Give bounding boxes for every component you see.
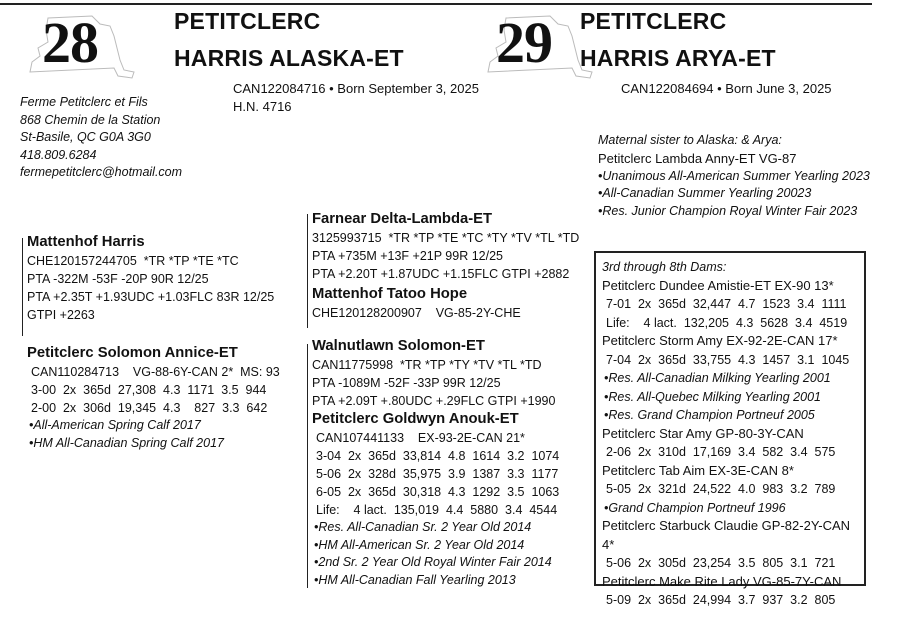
lot29-name-line1: PETITCLERC <box>580 8 727 34</box>
lot28-name-line2: HARRIS ALASKA-ET <box>174 45 404 71</box>
sire-sire-name: Farnear Delta-Lambda-ET <box>312 211 493 227</box>
sire-line: GTPI +2263 <box>27 308 95 322</box>
sire-name: Mattenhof Harris <box>27 234 145 250</box>
consignor-address: 868 Chemin de la Station <box>20 112 161 127</box>
dam-dam-line: 5-06 2x 328d 35,975 3.9 1387 3.3 1177 <box>316 467 559 481</box>
dam-entry-award: •Res. Grand Champion Portneuf 2005 <box>604 408 815 422</box>
lot28-herd-number: H.N. 4716 <box>233 99 292 114</box>
dam-dam-block <box>312 410 559 589</box>
dam-dam-line: 6-05 2x 365d 30,318 4.3 1292 3.5 1063 <box>316 485 560 499</box>
dam-entry-award: •Res. All-Canadian Milking Yearling 2001 <box>604 371 831 385</box>
sire-dam-name: Petitclerc Solomon Annice-ET <box>27 345 238 361</box>
consignor-phone: 418.809.6284 <box>20 147 97 162</box>
sire-line: PTA +2.35T +1.93UDC +1.03FLC 83R 12/25 <box>27 290 275 304</box>
dam-sire-line: PTA +2.09T +.80UDC +.29FLC GTPI +1990 <box>312 394 556 408</box>
consignor-block <box>20 94 182 182</box>
dams-content <box>602 258 864 610</box>
sire-dam-line: 2-00 2x 306d 19,345 4.3 827 3.3 642 <box>31 401 268 415</box>
dam-entry-name: Petitclerc Tab Aim EX-3E-CAN 8* <box>602 462 794 478</box>
sire-sire-line: PTA +2.20T +1.87UDC +1.15FLC GTPI +2882 <box>312 267 570 281</box>
sire-dam-award: •HM All-Canadian Spring Calf 2017 <box>29 435 224 450</box>
dam-entry-line: 5-09 2x 365d 24,994 3.7 937 3.2 805 <box>606 593 836 607</box>
consignor-email: fermepetitclerc@hotmail.com <box>20 165 183 179</box>
dam-sire-line: CAN11775998 *TR *TP *TY *TV *TL *TD <box>312 358 542 372</box>
sire-dam-award: •All-American Spring Calf 2017 <box>29 418 201 432</box>
consignor-farm: Ferme Petitclerc et Fils <box>20 95 148 109</box>
sire-side-bracket <box>307 214 308 328</box>
sire-sire-line: PTA +735M +13F +21P 99R 12/25 <box>312 249 503 263</box>
lot28-name-line1: PETITCLERC <box>174 8 321 34</box>
maternal-heading: Maternal sister to Alaska: & Arya: <box>598 133 782 147</box>
dam-entry-line: 7-01 2x 365d 32,447 4.7 1523 3.4 1111 <box>606 297 847 311</box>
sire-sire-block <box>312 210 579 283</box>
dam-entry-line: 5-06 2x 305d 23,254 3.5 805 3.1 721 <box>606 556 836 570</box>
sire-block <box>27 233 274 324</box>
dam-sire-line: PTA -1089M -52F -33P 99R 12/25 <box>312 376 501 390</box>
dam-entry-award: •Grand Champion Portneuf 1996 <box>604 500 786 515</box>
dam-dam-award: •Res. All-Canadian Sr. 2 Year Old 2014 <box>314 520 532 534</box>
lot-number-29: 29 <box>496 10 552 75</box>
dam-entry-award: •Res. All-Quebec Milking Yearling 2001 <box>604 389 821 404</box>
dam-entry-name: Petitclerc Make Rite Lady VG-85-7Y-CAN <box>602 573 842 589</box>
sire-dam-line: 3-00 2x 365d 27,308 4.3 1171 3.5 944 <box>31 383 267 397</box>
sire-side-dam-name: Mattenhof Tatoo Hope <box>312 286 468 302</box>
lot28-registration: CAN122084716 • Born September 3, 2025 <box>233 81 479 96</box>
dam-entry-name: Petitclerc Dundee Amistie-ET EX-90 13* <box>602 277 834 293</box>
sire-sire-line: 3125993715 *TR *TP *TE *TC *TY *TV *TL *TD <box>312 231 580 245</box>
dam-entry-line: 2-06 2x 310d 17,169 3.4 582 3.4 575 <box>606 445 836 459</box>
lot-number-28: 28 <box>42 10 98 75</box>
sire-line: PTA -322M -53F -20P 90R 12/25 <box>27 272 209 286</box>
dam-dam-award: •HM All-American Sr. 2 Year Old 2014 <box>314 537 525 552</box>
maternal-award: •Unanimous All-American Summer Yearling 2023 <box>598 168 870 183</box>
dams-heading: 3rd through 8th Dams: <box>602 260 727 274</box>
sire-line: CHE120157244705 *TR *TP *TE *TC <box>27 254 239 268</box>
dam-dam-line: Life: 4 lact. 135,019 4.4 5880 3.4 4544 <box>316 503 558 517</box>
sire-dam-block <box>27 344 280 452</box>
sire-dam-line: CAN110284713 VG-88-6Y-CAN 2* MS: 93 <box>31 365 280 379</box>
dam-entry-name: Petitclerc Starbuck Claudie GP-82-2Y-CAN 4* <box>602 518 851 552</box>
maternal-name: Petitclerc Lambda Anny-ET VG-87 <box>598 150 797 166</box>
sire-bracket <box>22 238 23 336</box>
dam-entry-line: 7-04 2x 365d 33,755 4.3 1457 3.1 1045 <box>606 352 850 367</box>
dam-dam-line: CAN107441133 EX-93-2E-CAN 21* <box>316 431 525 445</box>
lot29-name-line2: HARRIS ARYA-ET <box>580 45 776 71</box>
maternal-award: •All-Canadian Summer Yearling 20023 <box>598 186 812 200</box>
dam-entry-name: Petitclerc Star Amy GP-80-3Y-CAN <box>602 425 804 441</box>
dam-dam-name: Petitclerc Goldwyn Anouk-ET <box>312 411 519 427</box>
dam-dam-award: •2nd Sr. 2 Year Old Royal Winter Fair 2014 <box>314 555 552 569</box>
dam-dam-line: 3-04 2x 365d 33,814 4.8 1614 3.2 1074 <box>316 449 560 463</box>
dam-sire-block <box>312 337 555 410</box>
dam-sire-name: Walnutlawn Solomon-ET <box>312 338 485 354</box>
sire-dam-dam-block <box>312 285 521 322</box>
top-rule <box>0 3 872 5</box>
dam-entry-line: Life: 4 lact. 132,205 4.3 5628 3.4 4519 <box>606 315 848 330</box>
maternal-award: •Res. Junior Champion Royal Winter Fair 2023 <box>598 203 858 218</box>
dam-entry-line: 5-05 2x 321d 24,522 4.0 983 3.2 789 <box>606 482 836 496</box>
dam-dam-award: •HM All-Canadian Fall Yearling 2013 <box>314 572 516 587</box>
lot29-registration: CAN122084694 • Born June 3, 2025 <box>621 81 832 96</box>
consignor-city: St-Basile, QC G0A 3G0 <box>20 130 151 144</box>
dams-box <box>594 251 866 607</box>
dam-entry-name: Petitclerc Storm Amy EX-92-2E-CAN 17* <box>602 333 838 348</box>
maternal-sister-block <box>598 132 870 220</box>
dam-side-bracket <box>307 344 308 588</box>
sire-side-dam-line: CHE120128200907 VG-85-2Y-CHE <box>312 306 521 320</box>
